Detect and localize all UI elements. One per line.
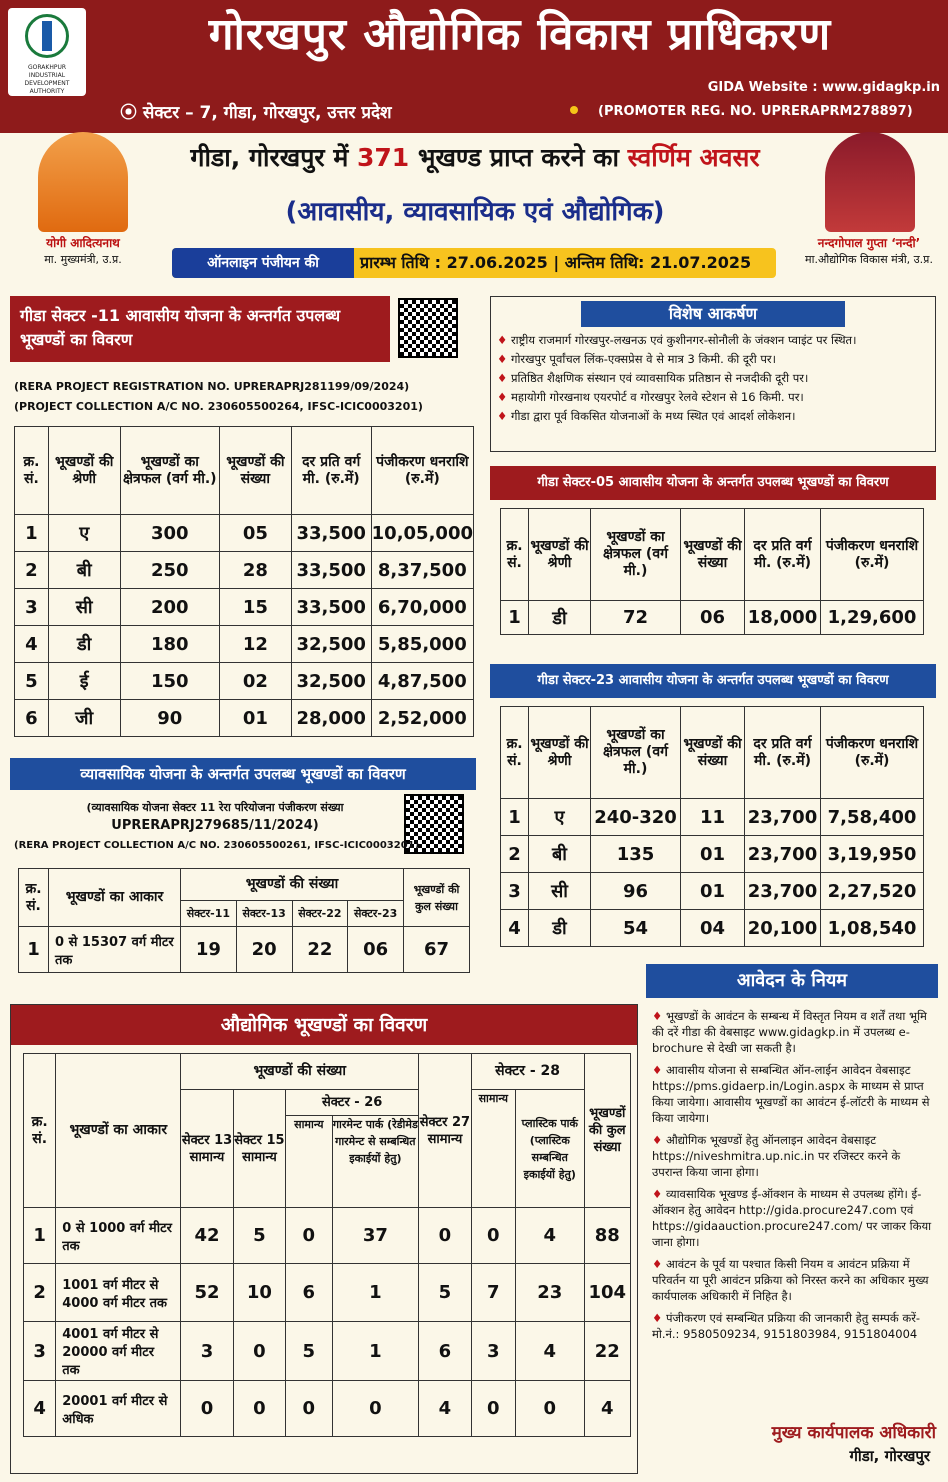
commercial-table: क्र. सं. भूखण्डों का आकार भूखण्डों की संख्या भूखण्डों की कुल संख्या सेक्टर-11 सेक्टर-13 सेक्टर-22 सेक्टर-23 1 0 से 15307 वर्ग मीटर तक 19 20 22 06 67 <box>18 868 470 973</box>
sector11-table <box>14 426 474 737</box>
table-row: 2 बी 135 01 23,700 3,19,950 <box>501 836 924 873</box>
signatory-place: गीडा, गोरखपुर <box>849 1447 930 1465</box>
commercial-rera-1: (व्यावसायिक योजना सेक्टर 11 रेरा परियोजना पंजीकरण संख्या <box>86 801 344 814</box>
industrial-title: औद्योगिक भूखण्डों का विवरण <box>11 1005 637 1045</box>
table-row: 3 सी 96 01 23,700 2,27,520 <box>501 873 924 910</box>
table-row: 4 डी 54 04 20,100 1,08,540 <box>501 910 924 947</box>
table-row: 3 सी 200 15 33,500 6,70,000 <box>15 589 474 626</box>
rules-panel <box>644 1004 942 1412</box>
commercial-account: (RERA PROJECT COLLECTION A/C NO. 230605500261, IFSC-ICIC0003201) <box>14 840 420 851</box>
separator-dot-icon <box>570 106 578 114</box>
headline-sub: (आवासीय, व्यावसायिक एवं औद्योगिक) <box>285 197 665 227</box>
list-item: ♦ गीडा द्वारा पूर्व विकसित योजनाओं के मध्य स्थित एवं आदर्श लोकेशन। <box>497 407 929 426</box>
table-row: 1 0 से 1000 वर्ग मीटर तक 42 5 0 37 0 0 4 88 <box>24 1208 631 1264</box>
commercial-rera-2: UPRERAPRJ279685/11/2024) <box>111 818 319 833</box>
cm-name: योगी आदित्यनाथ <box>46 236 120 250</box>
gida-logo <box>8 8 86 96</box>
list-item: ♦ आवंटन के पूर्व या पश्चात किसी नियम व आवंटन प्रक्रिया में परिवर्तन या पूरी आवंटन प्रक्रिया को निरस्त करने का अधिकार मुख्य कार्यपालक अधिकारी में निहित है। <box>652 1256 934 1304</box>
table-row: 3 4001 वर्ग मीटर से 20000 वर्ग मीटर तक 3 0 5 1 6 3 4 22 <box>24 1322 631 1381</box>
logo-caption: GORAKHPUR INDUSTRIAL DEVELOPMENT AUTHORITY <box>24 64 70 95</box>
features-panel <box>490 296 936 452</box>
gida-logo-icon <box>25 14 69 58</box>
list-item: ♦ व्यावसायिक भूखण्ड ई-ऑक्शन के माध्यम से उपलब्ध होंगे। ई-ऑक्शन हेतु आवेदन http://gida.procure247.com एवं https://gidaauction.procure247.com/ पर जाकर किया जाना होगा। <box>652 1186 934 1250</box>
headline: गीडा, गोरखपुर में 371 भूखण्ड प्राप्त करने का स्वर्णिम अवसर <box>190 143 760 172</box>
table-row: 1 ए 300 05 33,500 10,05,000 <box>15 515 474 552</box>
table-row: 6 जी 90 01 28,000 2,52,000 <box>15 700 474 737</box>
cm-role: मा. मुख्यमंत्री, उ.प्र. <box>44 253 122 266</box>
list-item: ♦ राष्ट्रीय राजमार्ग गोरखपुर-लखनऊ एवं कुशीनगर-सोनौली के जंक्शन प्वाइंट पर स्थित। <box>497 331 929 350</box>
page-title: गोरखपुर औद्योगिक विकास प्राधिकरण <box>208 9 832 60</box>
features-title: विशेष आकर्षण <box>581 301 845 327</box>
commercial-title: व्यावसायिक योजना के अन्तर्गत उपलब्ध भूखण्डों का विवरण <box>10 758 476 790</box>
qr-code-icon <box>398 298 458 358</box>
plot-count: 371 <box>357 143 410 172</box>
sector11-account: (PROJECT COLLECTION A/C NO. 230605500264, IFSC-ICIC0003201) <box>14 400 423 413</box>
col-header: दर प्रति वर्ग मी. (रु.में) <box>291 427 371 515</box>
registration-bar <box>172 248 776 278</box>
table-row: 4 डी 180 12 32,500 5,85,000 <box>15 626 474 663</box>
col-header: भूखण्डों का क्षेत्रफल (वर्ग मी.) <box>120 427 219 515</box>
location-pin-icon: ⦿ <box>120 103 143 123</box>
industrial-panel <box>10 1004 638 1474</box>
signatory: मुख्य कार्यपालक अधिकारी <box>771 1423 936 1443</box>
sector11-rera: (RERA PROJECT REGISTRATION NO. UPRERAPRJ281199/09/2024) <box>14 380 410 393</box>
list-item: ♦ औद्योगिक भूखण्डों हेतु ऑनलाइन आवेदन वेबसाइट https://niveshmitra.up.nic.in पर रजिस्टर करने के उपरान्त किया जाना होगा। <box>652 1132 934 1180</box>
minister-role: मा.औद्योगिक विकास मंत्री, उ.प्र. <box>805 253 933 266</box>
promoter-reg: (PROMOTER REG. NO. UPRERAPRM278897) <box>598 104 913 119</box>
list-item: ♦ आवासीय योजना से सम्बन्धित ऑन-लाईन आवेदन वेबसाइट https://pms.gidaerp.in/Login.aspx के माध्यम से प्राप्त किया जायेगा। आवासीय भूखण्डों का आवंटन ई-लॉटरी के माध्यम से किया जायेगा। <box>652 1062 934 1126</box>
features-list <box>491 327 935 430</box>
list-item: ♦ पंजीकरण एवं सम्बन्धित प्रक्रिया की जानकारी हेतु सम्पर्क करें- मो.नं.: 9580509234, 9151803984, 9151804004 <box>652 1310 934 1342</box>
registration-dates: प्रारम्भ तिथि : 27.06.2025 | अन्तिम तिथि: 21.07.2025 <box>360 253 752 272</box>
table-row: 1 डी 72 06 18,000 1,29,600 <box>501 601 924 635</box>
table-row: 1 0 से 15307 वर्ग मीटर तक 19 20 22 06 67 <box>19 927 470 973</box>
list-item: ♦ महायोगी गोरखनाथ एयरपोर्ट व गोरखपुर रेलवे स्टेशन से 16 किमी. पर। <box>497 388 929 407</box>
sector05-table: क्र. सं. भूखण्डों की श्रेणी भूखण्डों का क्षेत्रफल (वर्ग मी.) भूखण्डों की संख्या दर प्रति वर्ग मी. (रु.में) पंजीकरण धनराशि (रु.में) 1 डी 72 06 18,000 1,29,600 <box>500 508 924 635</box>
cm-photo <box>38 132 128 232</box>
headline-highlight: स्वर्णिम अवसर <box>627 143 760 172</box>
minister-photo <box>825 132 915 232</box>
list-item: ♦ प्रतिष्ठित शैक्षणिक संस्थान एवं व्यावसायिक प्रतिष्ठान से नजदीकी दूरी पर। <box>497 369 929 388</box>
sector05-title: गीडा सेक्टर-05 आवासीय योजना के अन्तर्गत उपलब्ध भूखण्डों का विवरण <box>490 466 936 500</box>
header-banner <box>0 0 948 133</box>
address: ⦿ सेक्टर – 7, गीडा, गोरखपुर, उत्तर प्रदेश <box>120 103 392 123</box>
table-row: 2 बी 250 28 33,500 8,37,500 <box>15 552 474 589</box>
sector11-title: गीडा सेक्टर -11 आवासीय योजना के अन्तर्गत उपलब्ध भूखण्डों का विवरण <box>10 296 390 362</box>
table-row: 4 20001 वर्ग मीटर से अधिक 0 0 0 0 4 0 0 4 <box>24 1381 631 1437</box>
list-item: ♦ गोरखपुर पूर्वांचल लिंक-एक्सप्रेस वे से मात्र 3 किमी. की दूरी पर। <box>497 350 929 369</box>
col-header: क्र. सं. <box>15 427 49 515</box>
table-row: 5 ई 150 02 32,500 4,87,500 <box>15 663 474 700</box>
sector23-table: क्र. सं. भूखण्डों की श्रेणी भूखण्डों का क्षेत्रफल (वर्ग मी.) भूखण्डों की संख्या दर प्रति वर्ग मी. (रु.में) पंजीकरण धनराशि (रु.में) 1 ए 240-320 11 23,700 7,58,400 2 बी 135 01 23,700 3,19,950 3 सी 96 01 23,700 2,27,520 4 डी 54 04 20,100 1,08,540 <box>500 706 924 947</box>
table-row: 1 ए 240-320 11 23,700 7,58,400 <box>501 799 924 836</box>
table-row: 2 1001 वर्ग मीटर से 4000 वर्ग मीटर तक 52 10 6 1 5 7 23 104 <box>24 1264 631 1322</box>
rules-list <box>644 1004 942 1352</box>
website-link[interactable]: GIDA Website : www.gidagkp.in <box>707 80 940 95</box>
col-header: भूखण्डों की श्रेणी <box>48 427 120 515</box>
col-header: भूखण्डों की संख्या <box>220 427 292 515</box>
minister-name: नन्दगोपाल गुप्ता ‘नन्दी’ <box>817 236 921 250</box>
industrial-table: क्र. सं. भूखण्डों का आकार भूखण्डों की संख्या सेक्टर 27 सामान्य सेक्टर - 28 भूखण्डों की कुल संख्या सेक्टर 13 सामान्य सेक्टर 15 सामान्य सेक्टर - 26 सामान्य प्लास्टिक पार्क (प्लास्टिक सम्बन्धित इकाईयों हेतु) सामान्य गारमेन्ट पार्क (रेडीमेड गारमेन्ट से सम्बन्धित इकाईयों हेतु) 1 0 से 1000 वर्ग मीटर तक 42 5 0 37 0 0 4 88 2 1001 वर्ग मीटर से 4000 वर्ग मीटर तक 52 10 6 1 5 7 23 104 3 4001 वर्ग मीटर से 20000 वर्ग मीटर तक 3 0 5 1 6 3 4 22 4 20001 वर्ग मीटर से अधिक 0 0 0 0 4 0 0 4 <box>11 1045 637 1437</box>
registration-label: ऑनलाइन पंजीयन की <box>172 248 354 278</box>
rules-title: आवेदन के नियम <box>646 964 938 998</box>
col-header: पंजीकरण धनराशि (रु.में) <box>371 427 473 515</box>
sector23-title: गीडा सेक्टर-23 आवासीय योजना के अन्तर्गत उपलब्ध भूखण्डों का विवरण <box>490 664 936 698</box>
list-item: ♦ भूखण्डों के आवंटन के सम्बन्ध में विस्तृत नियम व शर्तें तथा भूमि की दरें गीडा की वेबसाइट www.gidagkp.in में उपलब्ध e-brochure से देखी जा सकती है। <box>652 1008 934 1056</box>
